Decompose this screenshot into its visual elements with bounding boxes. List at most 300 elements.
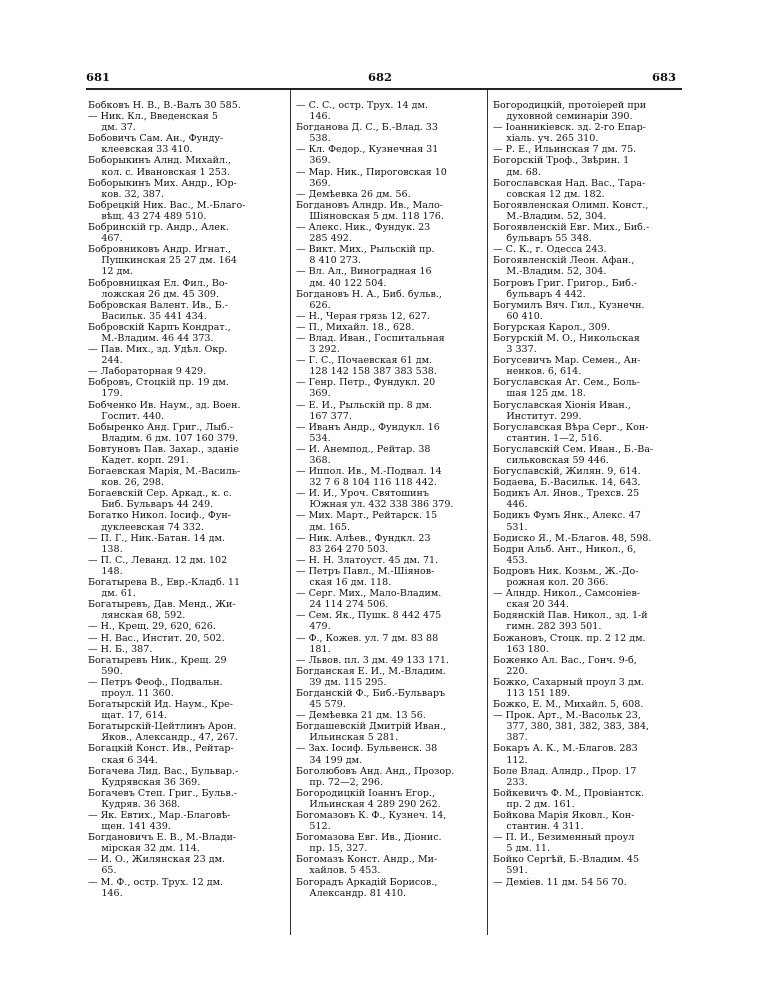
directory-entry [88, 655, 284, 677]
entry-line: Богдановъ Алндр. Ив., Мало- [296, 199, 443, 211]
entry-line: Богачевъ Степ. Григ., Бульв.- [88, 787, 238, 799]
entry-line: Богданова Д. С., Б.-Влад. 33 [296, 122, 438, 134]
entry-continuation: совская 12 дм. 182. [506, 188, 605, 200]
entry-line: Богородицкій Іоаннъ Егор., [296, 787, 436, 799]
entry-continuation: бульваръ 55 348. [506, 233, 592, 245]
directory-entry [493, 588, 682, 610]
entry-line: Богуславская Вѣра Серг., Кон- [493, 421, 649, 433]
entry-continuation: 369. [309, 177, 331, 189]
entry-continuation: мірская 32 дм. 114. [101, 843, 200, 855]
entry-line: — П., Михайл. 18., 628. [296, 321, 415, 333]
directory-entry [88, 510, 284, 532]
directory-entry [296, 222, 481, 244]
entry-line: Богатырскій-Цейтлинъ Арон. [88, 721, 237, 733]
entry-line: — Н., Черая грязь 12, 627. [296, 310, 430, 322]
entry-continuation: Кудрявская 36 369. [101, 776, 201, 788]
directory-entry [296, 877, 481, 899]
entry-line: Богурская Карол., 309. [493, 321, 610, 333]
entry-line: — П. Г., Ник.-Батан. 14 дм. [88, 532, 225, 544]
directory-entry [493, 100, 682, 122]
directory-entry [296, 666, 481, 688]
directory-entry [296, 266, 481, 288]
entry-line: Богославская Над. Вас., Тара- [493, 177, 646, 189]
entry-continuation: 8 410 273. [309, 255, 361, 267]
entry-line: Бобровская Валент. Ив., Б.- [88, 299, 229, 311]
directory-entry [88, 488, 284, 510]
entry-line: Бобровъ, Стоцкій пр. 19 дм. [88, 377, 229, 389]
entry-continuation: Шіяновская 5 дм. 118 176. [309, 210, 444, 222]
entry-line: Божко, Е. М., Михайл. 5, 608. [493, 699, 644, 711]
entry-continuation: М.-Владим. 46 44 373. [101, 332, 214, 344]
directory-entry [296, 122, 481, 144]
entry-line: — Демѣевка 21 дм. 13 56. [296, 710, 426, 722]
entry-line: — Петръ Феоф., Подвальн. [88, 676, 223, 688]
entry-continuation: 446. [506, 499, 528, 511]
entry-continuation: вѣщ. 43 274 489 510. [101, 210, 207, 222]
directory-entry [296, 311, 481, 322]
entry-line: Боборыкинъ Алнд. Михайл., [88, 155, 232, 167]
directory-entry [296, 189, 481, 200]
entry-continuation: 146. [309, 111, 331, 123]
entry-line: — Зах. Іосиф. Бульвенск. 38 [296, 743, 438, 755]
entry-line: Боголюбовъ Анд. Анд., Прозор. [296, 765, 455, 777]
directory-entry [88, 721, 284, 743]
directory-entry [493, 854, 682, 876]
entry-continuation: 531. [506, 521, 528, 533]
directory-entry [296, 566, 481, 588]
entry-line: Боборыкинъ Мих. Андр., Юр- [88, 177, 237, 189]
directory-entry [296, 710, 481, 721]
directory-entry [296, 743, 481, 765]
directory-entry [88, 633, 284, 644]
directory-entry [88, 111, 284, 133]
entry-continuation: кол. с. Ивановская 1 253. [101, 166, 230, 178]
directory-entry [493, 544, 682, 566]
column-3 [493, 100, 682, 945]
entry-line: Бодри Альб. Ант., Никол., 6, [493, 543, 637, 555]
entry-continuation: стантин. 4 311. [506, 821, 584, 833]
directory-entry [493, 633, 682, 655]
directory-entry [493, 810, 682, 832]
entry-line: — Львов. пл. 3 дм. 49 133 171. [296, 654, 449, 666]
entry-line: Богоявленскій Леон. Афан., [493, 255, 635, 267]
entry-continuation: дм. 37. [101, 122, 136, 134]
entry-continuation: М.-Владим. 52, 304. [506, 266, 607, 278]
directory-entry [296, 766, 481, 788]
entry-line: — Генр. Петр., Фундукл. 20 [296, 377, 436, 389]
entry-continuation: 387. [506, 732, 528, 744]
entry-line: Бокаръ А. К., М.-Благов. 283 [493, 743, 638, 755]
column-1 [88, 100, 284, 945]
directory-entry [296, 444, 481, 466]
directory-entry [296, 488, 481, 510]
entry-continuation: 113 151 189. [506, 687, 571, 699]
directory-entry [296, 100, 481, 122]
entry-continuation: щен. 141 439. [101, 821, 171, 833]
directory-entry [296, 400, 481, 422]
directory-entry [88, 100, 284, 111]
directory-entry [493, 743, 682, 765]
entry-continuation: ская 20 344. [506, 599, 569, 611]
entry-line: — Н. Б., 387. [88, 643, 153, 655]
directory-entry [296, 510, 481, 532]
directory-entry [493, 832, 682, 854]
entry-line: Боженко Ал. Вас., Гонч. 9-б, [493, 654, 637, 666]
entry-continuation: ложская 26 дм. 45 309. [101, 288, 220, 300]
entry-continuation: 181. [309, 643, 331, 655]
entry-line: Боле Влад. Алндр., Прор. 17 [493, 765, 637, 777]
directory-entry [493, 510, 682, 532]
directory-entry [88, 300, 284, 322]
entry-continuation: дм. 165. [309, 521, 350, 533]
entry-continuation: 479. [309, 621, 331, 633]
entry-continuation: 626. [309, 299, 331, 311]
directory-entry [493, 222, 682, 244]
directory-entry [493, 400, 682, 422]
entry-continuation: 467. [101, 233, 123, 245]
entry-continuation: лянская 68, 592. [101, 610, 186, 622]
directory-entry [493, 155, 682, 177]
entry-continuation: бульваръ 4 442. [506, 288, 586, 300]
entry-line: Бобыренко Анд. Григ., Лыб.- [88, 421, 233, 433]
directory-entry [88, 599, 284, 621]
directory-entry [88, 244, 284, 277]
entry-line: Бодиско Я., М.-Благов. 48, 598. [493, 532, 652, 544]
entry-line: Богорскій Троф., Звѣрин. 1 [493, 155, 630, 167]
directory-entry [88, 699, 284, 721]
directory-entry [493, 444, 682, 466]
entry-line: Богаевскій Сер. Аркад., к. с. [88, 488, 232, 500]
entry-line: Бобровницкая Ел. Фил., Во- [88, 277, 228, 289]
entry-continuation: проул. 11 360. [101, 687, 174, 699]
entry-continuation: клеевская 33 410. [101, 144, 193, 156]
entry-line: — Ник. Кл., Введенская 5 [88, 111, 218, 123]
column-2 [296, 100, 481, 945]
entry-continuation: 128 142 158 387 383 538. [309, 366, 437, 378]
directory-entry [493, 178, 682, 200]
directory-entry [296, 688, 481, 710]
entry-continuation: 45 579. [309, 699, 346, 711]
directory-entry [296, 322, 481, 333]
entry-continuation: 83 264 270 503. [309, 543, 389, 555]
entry-continuation: ская 16 дм. 118. [309, 577, 392, 589]
entry-line: — Лабораторная 9 429. [88, 366, 207, 378]
entry-continuation: Ильинская 5 281. [309, 732, 399, 744]
entry-line: — И. Анемпод., Рейтар. 38 [296, 443, 431, 455]
entry-continuation: 60 410. [506, 310, 543, 322]
entry-continuation: Институт. 299. [506, 410, 582, 422]
entry-line: — С. К., г. Одесса 243. [493, 244, 607, 256]
entry-continuation: стантин. 1—2, 516. [506, 432, 603, 444]
directory-entry [296, 610, 481, 632]
entry-continuation: Ильинская 4 289 290 262. [309, 798, 441, 810]
directory-entry [296, 655, 481, 666]
entry-line: Бодикъ Ал. Янов., Трехсв. 25 [493, 488, 640, 500]
entry-line: Бобровскій Карпъ Кондрат., [88, 321, 231, 333]
entry-continuation: 244. [101, 355, 123, 367]
entry-line: Божко, Сахарный проул 3 дм. [493, 676, 645, 688]
entry-continuation: 138. [101, 543, 123, 555]
directory-entry [88, 854, 284, 876]
directory-entry [493, 122, 682, 144]
entry-line: Бобровниковъ Андр. Игнат., [88, 244, 232, 256]
entry-continuation: Васильк. 35 441 434. [101, 310, 207, 322]
entry-line: Богатыревъ Ник., Крещ. 29 [88, 654, 227, 666]
entry-line: — Алндр. Никол., Самсоніев- [493, 588, 641, 600]
entry-line: Богданскій Ф., Биб.-Бульваръ [296, 687, 446, 699]
entry-line: Бодянскій Пав. Никол., зд. 1-й [493, 610, 648, 622]
entry-line: Богдановъ Н. А., Биб. бульв., [296, 288, 442, 300]
directory-entry [296, 555, 481, 566]
directory-entry [88, 278, 284, 300]
entry-line: — Як. Евтих., Мар.-Благовѣ- [88, 810, 231, 821]
directory-entry [493, 655, 682, 677]
entry-continuation: Пушкинская 25 27 дм. 164 [101, 255, 237, 267]
directory-entry [296, 810, 481, 832]
column-divider-1 [290, 90, 291, 935]
entry-line: — Алекс. Ник., Фундук. 23 [296, 222, 431, 234]
directory-entry [88, 133, 284, 155]
directory-entry [493, 877, 682, 888]
directory-entry [296, 588, 481, 610]
directory-entry [493, 488, 682, 510]
entry-continuation: 179. [101, 388, 123, 400]
entry-continuation: 167 377. [309, 410, 352, 422]
entry-continuation: ков. 32, 387. [101, 188, 164, 200]
entry-continuation: 146. [101, 887, 123, 899]
entry-line: Богуславская Аг. Сем., Боль- [493, 377, 640, 389]
entry-continuation: пр. 2 дм. 161. [506, 798, 575, 810]
entry-line: Богуславскій Сем. Иван., Б.-Ва- [493, 443, 654, 455]
directory-entry [493, 677, 682, 699]
entry-continuation: 453. [506, 554, 528, 566]
directory-entry [493, 466, 682, 477]
directory-entry [88, 222, 284, 244]
entry-line: Богусевичъ Мар. Семен., Ан- [493, 355, 641, 367]
entry-continuation: Госпит. 440. [101, 410, 165, 422]
entry-line: — Демѣевка 26 дм. 56. [296, 188, 411, 200]
entry-line: Бодикъ Фумъ Янк., Алекс. 47 [493, 510, 641, 522]
entry-continuation: пр. 72—2, 296. [309, 776, 383, 788]
directory-entry [493, 278, 682, 300]
entry-line: Богаевская Марія, М.-Василь- [88, 466, 241, 478]
directory-entry [88, 621, 284, 632]
entry-line: — С. С., остр. Трух. 14 дм. [296, 100, 428, 111]
entry-continuation: рожная кол. 20 366. [506, 577, 609, 589]
entry-line: — И. О., Жилянская 23 дм. [88, 854, 226, 866]
entry-line: Божановъ, Стоцк. пр. 2 12 дм. [493, 632, 646, 644]
entry-continuation: Кадет. корп. 291. [101, 455, 189, 466]
entry-line: — И. И., Уроч. Святошинъ [296, 488, 429, 500]
directory-entry [493, 200, 682, 222]
entry-continuation: дм. 61. [101, 588, 136, 600]
directory-entry [493, 255, 682, 277]
entry-line: Богуславскій, Жилян. 9, 614. [493, 466, 641, 478]
entry-line: — Пав. Мих., зд. Удѣл. Окр. [88, 344, 228, 356]
entry-line: — Петръ Павл., М.-Шіянов- [296, 565, 435, 577]
entry-continuation: 3 337. [506, 344, 537, 356]
entry-continuation: дм. 40 122 504. [309, 277, 387, 289]
directory-entry [296, 633, 481, 655]
directory-entry [296, 244, 481, 266]
entry-line: Богдашевскій Дмитрій Иван., [296, 721, 447, 733]
entry-continuation: дм. 68. [506, 166, 541, 178]
entry-line: Богацкій Конст. Ив., Рейтар- [88, 743, 234, 755]
entry-continuation: Южная ул. 432 338 386 379. [309, 499, 454, 511]
entry-continuation: 591. [506, 865, 528, 877]
directory-entry [88, 644, 284, 655]
entry-line: — Р. Е., Ильинская 7 дм. 75. [493, 144, 637, 156]
entry-continuation: Биб. Бульваръ 44 249. [101, 499, 214, 511]
entry-continuation: 285 492. [309, 233, 352, 245]
entry-line: — Прок. Арт., М.-Васольк 23, [493, 710, 641, 722]
directory-entry [493, 566, 682, 588]
entry-line: — Влад. Иван., Госпитальная [296, 332, 445, 344]
entry-continuation: 163 180. [506, 643, 549, 655]
directory-entry [88, 677, 284, 699]
entry-line: — Сем. Як., Пушк. 8 442 475 [296, 610, 442, 622]
entry-line: Бобковъ Н. В., В.-Валъ 30 585. [88, 100, 241, 111]
entry-line: Бовтуновъ Пав. Захар., зданіе [88, 443, 239, 455]
entry-continuation: сильковская 59 446. [506, 455, 609, 466]
entry-continuation: 5 дм. 11. [506, 843, 551, 855]
directory-entry [296, 832, 481, 854]
entry-line: Бобовичъ Сам. Ан., Фунду- [88, 133, 224, 145]
directory-entry [493, 422, 682, 444]
entry-continuation: 368. [309, 455, 331, 466]
entry-continuation: 377, 380, 381, 382, 383, 384, [506, 721, 650, 733]
entry-line: Богоявленская Олимп. Конст., [493, 199, 649, 211]
entry-line: Бойкова Марія Яковл., Кон- [493, 810, 635, 821]
entry-line: Богатыревъ, Дав. Менд., Жи- [88, 599, 236, 611]
entry-line: — Н., Крещ. 29, 620, 626. [88, 621, 216, 633]
entry-line: — М. Ф., остр. Трух. 12 дм. [88, 876, 224, 888]
directory-entry [296, 466, 481, 488]
directory-entry [493, 766, 682, 788]
entry-continuation: Яков., Александр., 47, 267. [101, 732, 239, 744]
directory-entry [296, 333, 481, 355]
entry-line: — П. И., Безименный проул [493, 832, 635, 844]
entry-line: — Ф., Кожев. ул. 7 дм. 83 88 [296, 632, 439, 644]
entry-continuation: 34 199 дм. [309, 754, 363, 766]
entry-line: Богородицкій, протоіерей при [493, 100, 647, 111]
entry-line: — П. С., Леванд. 12 дм. 102 [88, 554, 228, 566]
directory-entry [493, 333, 682, 355]
entry-continuation: Владим. 6 дм. 107 160 379. [101, 432, 239, 444]
entry-line: — Мих. Март., Рейтарск. 15 [296, 510, 438, 522]
directory-entry [493, 788, 682, 810]
entry-continuation: шая 125 дм. 18. [506, 388, 586, 400]
entry-line: Богомазъ Конст. Андр., Ми- [296, 854, 438, 866]
directory-entry [88, 533, 284, 555]
entry-continuation: 32 7 6 8 104 116 118 442. [309, 477, 437, 489]
directory-entry [88, 766, 284, 788]
directory-entry [88, 577, 284, 599]
entry-continuation: 233. [506, 776, 528, 788]
directory-entry [296, 167, 481, 189]
directory-entry [88, 466, 284, 488]
entry-continuation: 65. [101, 865, 117, 877]
entry-continuation: 512. [309, 821, 331, 833]
entry-continuation: щат. 17, 614. [101, 710, 167, 722]
entry-line: Богоявленскій Евг. Мих., Биб.- [493, 222, 650, 234]
entry-line: Богдановичъ Е. В., М.-Влади- [88, 832, 237, 844]
entry-line: Бойкевичъ Ф. М., Провіантск. [493, 787, 645, 799]
directory-entry [493, 710, 682, 743]
entry-line: Бобченко Ив. Наум., зд. Воен. [88, 399, 241, 411]
entry-continuation: пр. 15, 327. [309, 843, 368, 855]
entry-line: — Г. С., Почаевская 61 дм. [296, 355, 433, 367]
entry-continuation: 369. [309, 155, 331, 167]
directory-entry [493, 610, 682, 632]
entry-continuation: Кудряв. 36 368. [101, 798, 181, 810]
entry-continuation: 39 дм. 115 295. [309, 676, 387, 688]
entry-continuation: хіаль. уч. 265 310. [506, 133, 599, 145]
directory-entry [296, 721, 481, 743]
directory-entry [296, 289, 481, 311]
entry-continuation: духовной семинаріи 390. [506, 111, 633, 123]
entry-continuation: хайлов. 5 453. [309, 865, 381, 877]
directory-entry [88, 178, 284, 200]
entry-line: Бодровъ Ник. Козьм., Ж.-До- [493, 565, 639, 577]
directory-entry [88, 366, 284, 377]
entry-line: — Викт. Мих., Рыльскій пр. [296, 244, 435, 256]
directory-entry [88, 743, 284, 765]
entry-line: — Иванъ Андр., Фундукл. 16 [296, 421, 440, 433]
page-number-center: 682 [368, 70, 393, 84]
directory-entry [88, 810, 284, 832]
directory-entry [296, 422, 481, 444]
directory-entry [493, 533, 682, 544]
entry-continuation: 220. [506, 665, 528, 677]
entry-line: Богатырскій Ид. Наум., Кре- [88, 699, 234, 711]
directory-entry [88, 555, 284, 577]
entry-line: Богатко Никол. Іосиф., Фун- [88, 510, 231, 522]
directory-entry [88, 344, 284, 366]
entry-line: Бодаева, Б.-Васильк. 14, 643. [493, 477, 641, 489]
entry-line: — Н. Н. Златоуст. 45 дм. 71. [296, 554, 439, 566]
directory-entry [296, 144, 481, 166]
entry-continuation: 24 114 274 506. [309, 599, 389, 611]
entry-line: Богуславская Хіонія Иван., [493, 399, 631, 411]
directory-entry [493, 377, 682, 399]
entry-continuation: ненков. 6, 614. [506, 366, 582, 378]
entry-line: Бобринскій гр. Андр., Алек. [88, 222, 229, 234]
entry-line: Богорадъ Аркадій Борисов., [296, 876, 438, 888]
directory-entry [493, 322, 682, 333]
entry-line: Богровъ Григ. Григор., Биб.- [493, 277, 638, 289]
directory-entry [296, 355, 481, 377]
directory-entry [88, 877, 284, 899]
entry-line: Богомазова Евг. Ив., Діонис. [296, 832, 442, 844]
page-number-right: 683 [652, 70, 677, 84]
directory-entry [493, 144, 682, 155]
entry-continuation: 12 дм. [101, 266, 133, 278]
entry-continuation: 538. [309, 133, 331, 145]
entry-line: — Серг. Мих., Мало-Владим. [296, 588, 442, 600]
entry-continuation: дуклеевская 74 332. [101, 521, 205, 533]
entry-continuation: 369. [309, 388, 331, 400]
entry-line: — Е. И., Рыльскій пр. 8 дм. [296, 399, 433, 411]
entry-continuation: Александр. 81 410. [309, 887, 407, 899]
entry-continuation: 112. [506, 754, 528, 766]
header-rule [86, 88, 682, 90]
entry-continuation: 534. [309, 432, 331, 444]
directory-entry [296, 854, 481, 876]
entry-line: — Іоанникіевск. зд. 2-го Епар- [493, 122, 646, 134]
entry-line: Богатырева В., Евр.-Кладб. 11 [88, 577, 241, 589]
directory-entry [88, 322, 284, 344]
